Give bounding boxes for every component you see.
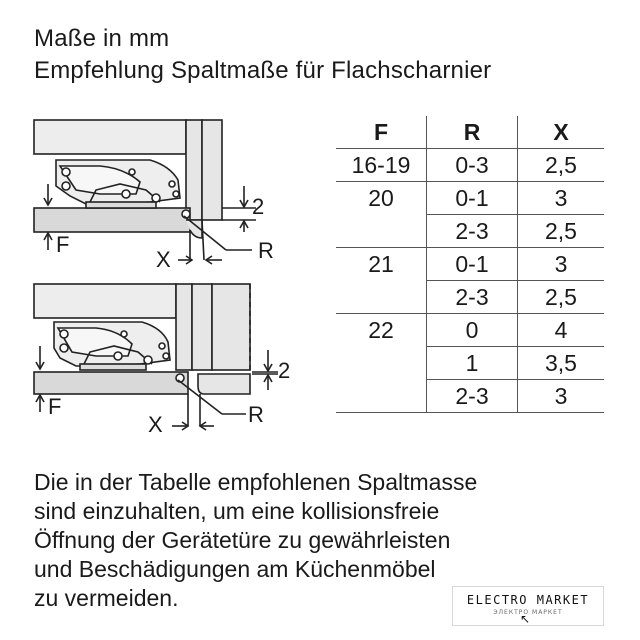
diagram2-x-label: X [148, 412, 163, 437]
cell-f: 16-19 [336, 149, 427, 182]
logo-subtext: ЭЛЕКТРО МАРКЕТ [493, 609, 563, 616]
diagram2-f-label: F [48, 394, 62, 419]
heading-units: Maße in mm [34, 25, 170, 52]
hinge-diagram-top [0, 110, 300, 272]
diagram1-f-label: F [56, 232, 70, 257]
cell-f: 20 [336, 182, 427, 215]
table-row [336, 182, 604, 215]
table-row [336, 281, 604, 314]
col-header-x: X [518, 116, 605, 149]
cell-f [336, 215, 427, 248]
diagram1-r-label: R [258, 238, 274, 263]
diagram1-x-label: X [156, 247, 171, 272]
cell-x: 3 [518, 182, 605, 215]
cell-r: 1 [427, 347, 518, 380]
table-row [336, 347, 604, 380]
col-header-r: R [427, 116, 518, 149]
cell-f [336, 281, 427, 314]
cell-x: 3,5 [518, 347, 605, 380]
col-header-f: F [336, 116, 427, 149]
cell-r: 0-1 [427, 248, 518, 281]
diagram2-gap-label: 2 [278, 358, 291, 383]
gap-table [336, 116, 604, 413]
cell-r: 0 [427, 314, 518, 347]
diagram1-gap-label: 2 [252, 194, 265, 219]
cell-f [336, 347, 427, 380]
cell-x: 2,5 [518, 281, 605, 314]
cell-x: 2,5 [518, 215, 605, 248]
cell-f: 21 [336, 248, 427, 281]
cell-r: 0-1 [427, 182, 518, 215]
cell-x: 3 [518, 380, 605, 413]
paragraph-line: zu vermeiden. [34, 585, 179, 611]
table-row [336, 215, 604, 248]
logo-text: ELECTRO MARKET [466, 593, 590, 607]
diagram2-r-label: R [248, 402, 264, 427]
table-row [336, 149, 604, 182]
cell-r: 2-3 [427, 380, 518, 413]
table-row [336, 314, 604, 347]
hinge-diagram-bottom [0, 276, 300, 440]
cell-x: 3 [518, 248, 605, 281]
paragraph-line: Die in der Tabelle empfohlenen Spaltmasse [34, 469, 478, 495]
cell-x: 4 [518, 314, 605, 347]
cursor-arrow-icon: ↖ [520, 612, 531, 626]
heading-recommendation: Empfehlung Spaltmaße für Flachscharnier [34, 57, 492, 84]
table-row [336, 248, 604, 281]
cell-r: 2-3 [427, 215, 518, 248]
cell-r: 2-3 [427, 281, 518, 314]
table-row [336, 380, 604, 413]
cell-r: 0-3 [427, 149, 518, 182]
paragraph-line: sind einzuhalten, um eine kollisionsfreie [34, 498, 440, 524]
cell-f: 22 [336, 314, 427, 347]
paragraph-line: Öffnung der Gerätetüre zu gewährleisten [34, 527, 451, 553]
cell-x: 2,5 [518, 149, 605, 182]
paragraph-line: und Beschädigungen am Küchenmöbel [34, 556, 436, 582]
cell-f [336, 380, 427, 413]
